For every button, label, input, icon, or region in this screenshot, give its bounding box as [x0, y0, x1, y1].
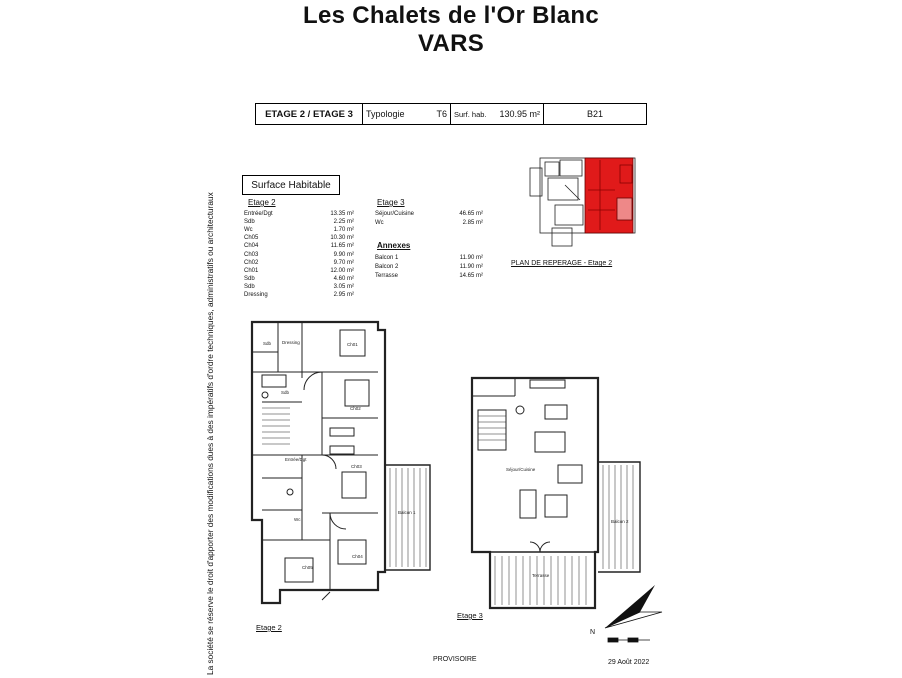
reperage-key-plan	[530, 158, 635, 246]
surface-row-area: 12.00 m²	[330, 267, 354, 274]
surface-row-name: Sdb	[244, 275, 255, 282]
surface-row-name: Ch01	[244, 267, 259, 274]
surface-row-area: 2.85 m²	[462, 220, 483, 226]
room-sdb-1: Sdb	[263, 341, 272, 346]
etage3-plan-label: Etage 3	[457, 611, 483, 620]
surface-row-area: 4.60 m²	[333, 275, 354, 282]
info-typologie-label: Typologie	[366, 109, 405, 119]
room-entree: Entrée/Dgt	[285, 457, 307, 462]
project-title: Les Chalets de l'Or Blanc	[303, 2, 599, 29]
surface-row-area: 9.70 m²	[333, 259, 354, 266]
surface-row-area: 2.95 m²	[333, 292, 354, 298]
surface-row-name: Ch05	[244, 235, 259, 242]
scale-bar	[608, 638, 650, 642]
surface-row-area: 14.65 m²	[459, 273, 483, 279]
surface-row-area: 11.90 m²	[459, 264, 483, 270]
annexes-section-title: Annexes	[377, 241, 411, 250]
surface-row-area: 11.90 m²	[459, 255, 483, 261]
highlighted-apartment	[585, 158, 633, 233]
status-provisoire: PROVISOIRE	[433, 656, 477, 663]
etage3-floor-plan	[472, 378, 640, 608]
project-location: VARS	[417, 30, 485, 57]
surface-row-area: 9.90 m²	[333, 251, 354, 258]
surface-row-area: 10.30 m²	[330, 235, 354, 242]
surface-row-name: Sdb	[244, 283, 255, 290]
north-arrow-icon	[590, 585, 662, 636]
plan-date: 29 Août 2022	[608, 659, 650, 666]
info-surface-label: Surf. hab.	[454, 109, 487, 119]
room-terrasse: Terrasse	[532, 573, 550, 578]
room-sdb-2: Sdb	[281, 390, 290, 395]
surface-row-name: Wc	[244, 227, 253, 234]
disclaimer-text: La société se réserve le droit d'apporter des modifications dues à des impératifs d'ordre techniques, administratifs ou architecturaux	[205, 192, 215, 675]
surface-row-area: 46.65 m²	[459, 211, 483, 217]
surface-row-name: Ch04	[244, 243, 259, 250]
surface-row-name: Wc	[375, 220, 384, 226]
surface-row-name: Ch02	[244, 259, 259, 266]
surface-row-name: Balcon 1	[375, 255, 399, 261]
surface-row-area: 1.70 m²	[333, 227, 354, 234]
surface-row-name: Séjour/Cuisine	[375, 211, 415, 217]
room-ch03: Ch03	[351, 464, 362, 469]
surface-row-name: Sdb	[244, 219, 255, 226]
surface-row-area: 3.05 m²	[333, 283, 354, 290]
room-balcon-2: Balcon 2	[611, 519, 629, 524]
surface-row-name: Entrée/Dgt	[244, 211, 273, 217]
surface-row-name: Dressing	[244, 292, 268, 298]
etage2-floor-plan	[252, 322, 430, 603]
room-ch04: Ch04	[352, 554, 363, 559]
room-wc: Wc	[294, 517, 301, 522]
surface-row-area: 13.35 m²	[330, 211, 354, 217]
room-ch01: Ch01	[347, 342, 358, 347]
surface-row-name: Terrasse	[375, 273, 399, 279]
room-ch02: Ch02	[350, 406, 361, 411]
etage3-section-title: Etage 3	[377, 198, 405, 207]
room-dressing: Dressing	[282, 340, 300, 345]
info-surface-value: 130.95 m²	[499, 109, 540, 119]
room-sejour-cuisine: Séjour/Cuisine	[506, 467, 536, 472]
surface-row-name: Ch03	[244, 251, 259, 258]
etage2-plan-label: Etage 2	[256, 623, 282, 632]
surface-row-area: 2.25 m²	[333, 219, 354, 226]
room-balcon-1: Balcon 1	[398, 510, 416, 515]
info-etage: ETAGE 2 / ETAGE 3	[256, 104, 363, 124]
etage2-section-title: Etage 2	[248, 198, 276, 207]
room-ch05: Ch05	[302, 565, 313, 570]
surface-row-area: 11.65 m²	[330, 243, 354, 250]
surface-row-name: Balcon 2	[375, 264, 399, 270]
info-lot: B21	[586, 109, 603, 119]
surface-habitable-title: Surface Habitable	[242, 175, 340, 195]
info-typologie-value: T6	[436, 109, 447, 119]
reperage-label: PLAN DE REPERAGE - Etage 2	[511, 260, 613, 267]
svg-text:N: N	[590, 629, 596, 636]
